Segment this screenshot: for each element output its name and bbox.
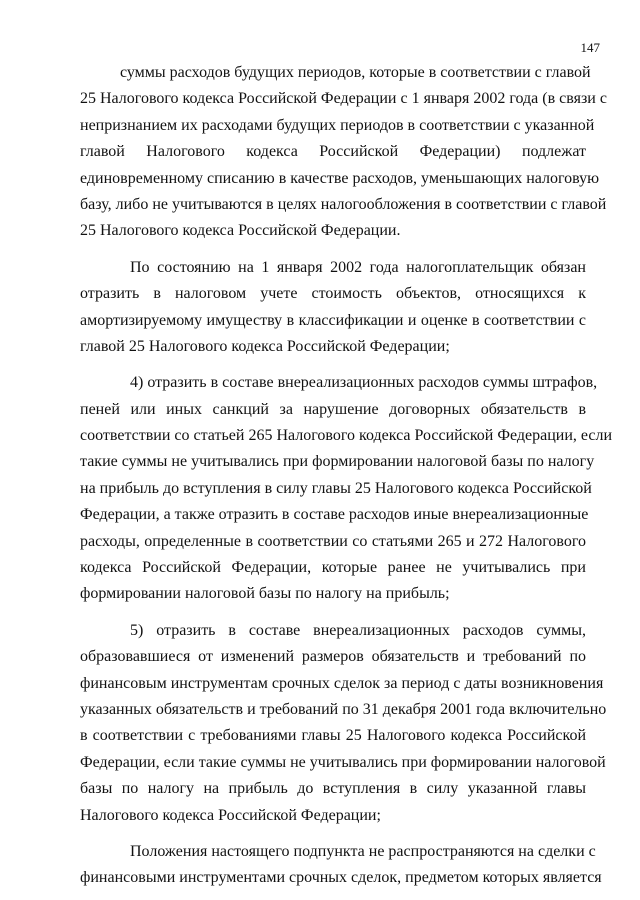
text-line: 25 Налогового кодекса Российской Федерации. <box>80 222 401 240</box>
paragraph-item-5 <box>80 618 607 829</box>
text-line: По состоянию на 1 января 2002 года налогоплательщик обязан <box>130 258 586 276</box>
text-line: на прибыль до вступления в силу главы 25 Налогового кодекса Российской <box>80 479 592 497</box>
text-line: 25 Налогового кодекса Российской Федерации с 1 января 2002 года (в связи с <box>80 90 607 108</box>
text-line: главой 25 Налогового кодекса Российской Федерации; <box>80 337 450 355</box>
document-body <box>80 60 613 892</box>
text-line: в соответствии с требованиями главы 25 Налогового кодекса Российской <box>80 727 586 745</box>
text-line: пеней или иных санкций за нарушение договорных обязательств в <box>80 400 586 418</box>
paragraph-item-4 <box>80 370 613 608</box>
page-number: 147 <box>580 40 600 55</box>
text-line: главой Налогового кодекса Российской Федерации) подлежат <box>80 143 586 161</box>
text-line: кодекса Российской Федерации, которые ранее не учитывались при <box>80 559 586 577</box>
text-line: отразить в налоговом учете стоимость объектов, относящихся к <box>80 285 586 303</box>
text-line: единовременному списанию в качестве расходов, уменьшающих налоговую <box>80 169 600 187</box>
text-line: такие суммы не учитывались при формировании налоговой базы по налогу <box>80 453 595 471</box>
text-line: 4) отразить в составе внереализационных расходов суммы штрафов, <box>130 374 598 392</box>
text-line: суммы расходов будущих периодов, которые в соответствии с главой <box>120 64 591 81</box>
text-line: финансовым инструментам срочных сделок за период с даты возникновения <box>80 674 604 692</box>
text-line: амортизируемому имуществу в классификации и оценке в соответствии с <box>80 311 586 329</box>
text-line: соответствии со статьей 265 Налогового кодекса Российской Федерации, если <box>80 427 613 445</box>
text-line: расходы, определенные в соответствии со статьями 265 и 272 Налогового <box>80 532 586 550</box>
text-line: 5) отразить в составе внереализационных расходов суммы, <box>130 621 586 639</box>
text-line: базу, либо не учитываются в целях налогообложения в соответствии с главой <box>80 195 607 213</box>
text-line: базы по налогу на прибыль до вступления в силу указанной главы <box>80 780 586 798</box>
text-line: Положения настоящего подпункта не распространяются на сделки с <box>130 842 596 860</box>
text-line: Налогового кодекса Российской Федерации; <box>80 806 381 824</box>
text-line: Федерации, если такие суммы не учитывались при формировании налоговой <box>80 753 606 771</box>
text-line: Федерации, а также отразить в составе расходов иные внереализационные <box>80 506 589 524</box>
text-line: финансовыми инструментами срочных сделок, предметом которых является <box>80 869 602 887</box>
text-line: непризнанием их расходами будущих периодов в соответствии с указанной <box>80 116 595 134</box>
paragraph-2 <box>80 255 586 361</box>
paragraph-5 <box>80 839 602 892</box>
paragraph-1 <box>80 60 607 245</box>
text-line: образовавшиеся от изменений размеров обязательств и требований по <box>80 648 586 666</box>
text-line: указанных обязательств и требований по 31 декабря 2001 года включительно <box>80 700 607 718</box>
text-line: формировании налоговой базы по налогу на прибыль; <box>80 585 450 603</box>
